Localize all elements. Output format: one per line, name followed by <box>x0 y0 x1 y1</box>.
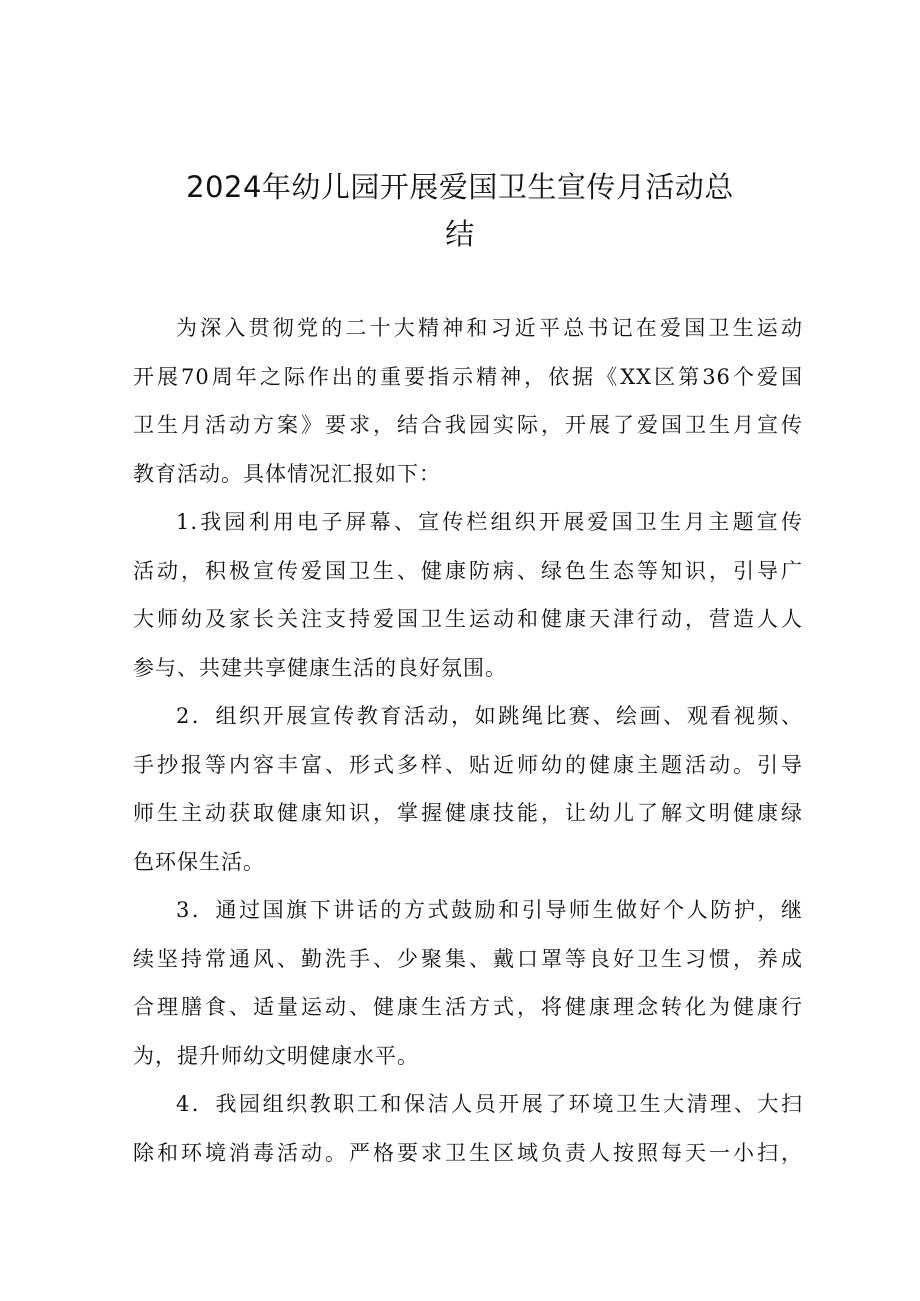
paragraph-1-line: 开展70周年之际作出的重要指示精神，依据《XX区第36个爱国 <box>133 364 803 389</box>
paragraph-1-line: 教育活动。具体情况汇报如下： <box>133 461 441 486</box>
document-title-line-2: 结 <box>445 217 475 251</box>
paragraph-4-line: 为，提升师幼文明健康水平。 <box>133 1043 419 1068</box>
paragraph-2-line: 参与、共建共享健康生活的良好氛围。 <box>133 655 507 680</box>
paragraph-3-line: 2．组织开展宣传教育活动，如跳绳比赛、绘画、观看视频、 <box>176 704 803 728</box>
document-body <box>133 304 803 1177</box>
paragraph-3-line: 师生主动获取健康知识，掌握健康技能，让幼儿了解文明健康绿 <box>133 801 803 825</box>
paragraph-5-line: 4．我园组织教职工和保洁人员开展了环境卫生大清理、大扫 <box>176 1092 803 1116</box>
paragraph-5-line: 除和环境消毒活动。严格要求卫生区域负责人按照每天一小扫， <box>133 1140 803 1165</box>
paragraph-2-line: 1.我园利用电子屏幕、宣传栏组织开展爱国卫生月主题宣传 <box>176 510 803 534</box>
paragraph-3-line: 色环保生活。 <box>133 849 265 874</box>
paragraph-4-line: 3．通过国旗下讲话的方式鼓励和引导师生做好个人防护，继 <box>176 898 803 922</box>
paragraph-1-line: 为深入贯彻党的二十大精神和习近平总书记在爱国卫生运动 <box>176 316 803 340</box>
paragraph-2-line: 活动，积极宣传爱国卫生、健康防病、绿色生态等知识，引导广 <box>133 558 803 583</box>
paragraph-2-line: 大师幼及家长关注支持爱国卫生运动和健康天津行动，营造人人 <box>133 607 803 631</box>
document-title-line-1: 2024年幼儿园开展爱国卫生宣传月活动总 <box>186 170 734 204</box>
paragraph-3-line: 手抄报等内容丰富、形式多样、贴近师幼的健康主题活动。引导 <box>133 752 803 777</box>
paragraph-4-line: 合理膳食、适量运动、健康生活方式，将健康理念转化为健康行 <box>133 995 803 1019</box>
paragraph-1-line: 卫生月活动方案》要求，结合我园实际，开展了爱国卫生月宣传 <box>133 413 803 437</box>
paragraph-4-line: 续坚持常通风、勤洗手、少聚集、戴口罩等良好卫生习惯，养成 <box>133 946 803 971</box>
